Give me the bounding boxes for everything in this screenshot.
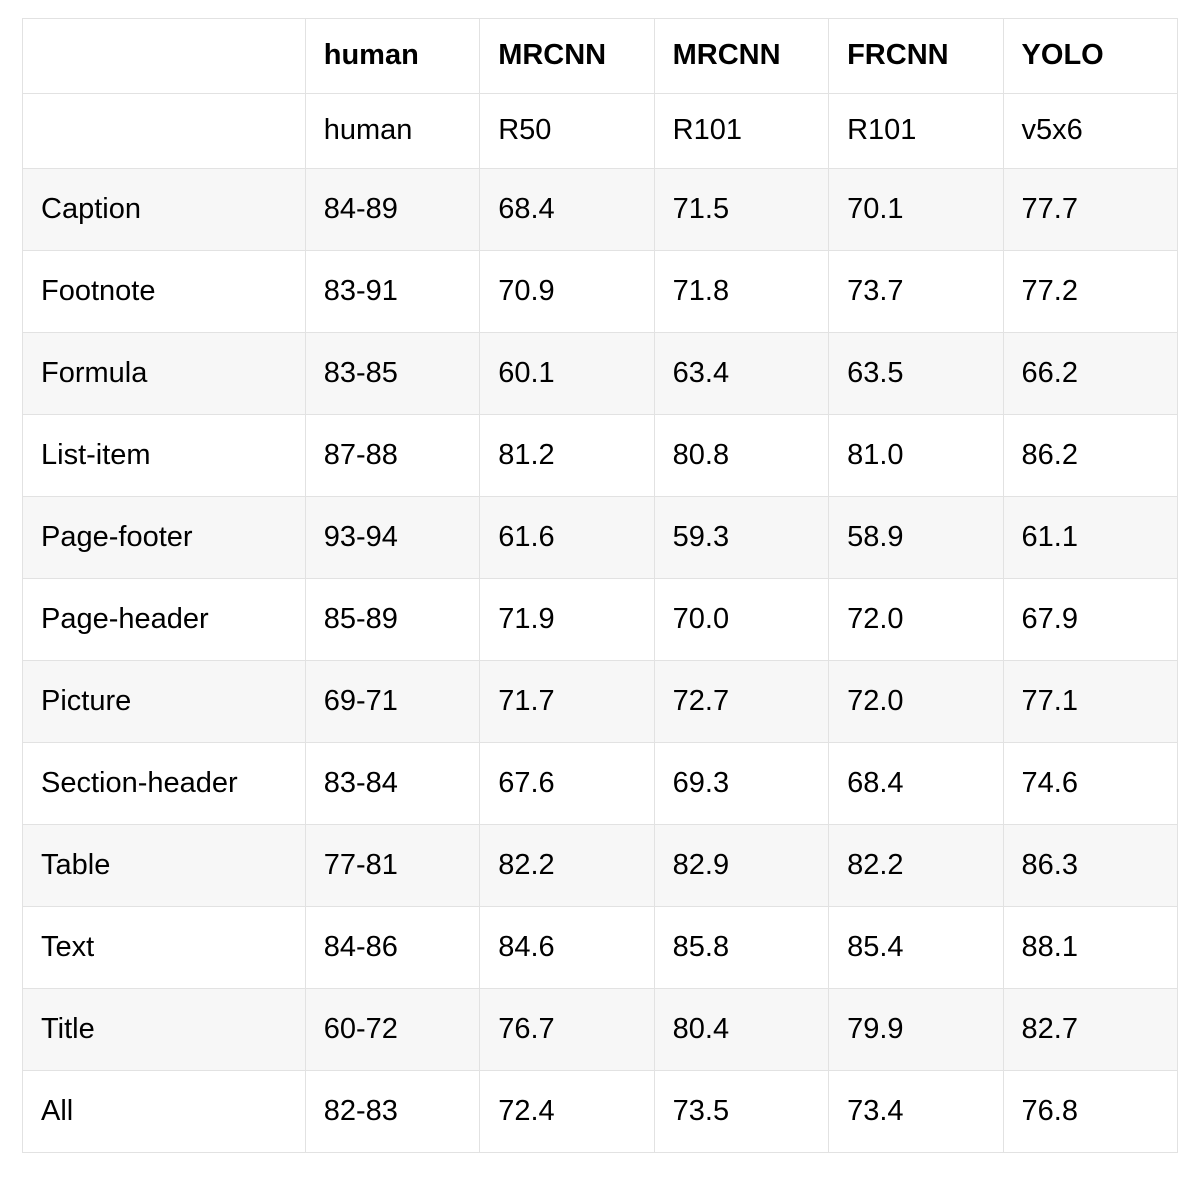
cell-yolo-v5x6: 88.1: [1003, 907, 1177, 989]
cell-yolo-v5x6: 77.1: [1003, 661, 1177, 743]
cell-human: 93-94: [305, 497, 479, 579]
cell-mrcnn-r101: 80.4: [654, 989, 828, 1071]
row-label: List-item: [23, 415, 306, 497]
cell-yolo-v5x6: 76.8: [1003, 1071, 1177, 1153]
table-row: [23, 825, 1178, 907]
row-label: Caption: [23, 169, 306, 251]
cell-human: 83-84: [305, 743, 479, 825]
cell-mrcnn-r101: 80.8: [654, 415, 828, 497]
cell-frcnn-r101: 72.0: [829, 661, 1003, 743]
cell-mrcnn-r101: 70.0: [654, 579, 828, 661]
cell-mrcnn-r50: 71.9: [480, 579, 654, 661]
cell-yolo-v5x6: 77.2: [1003, 251, 1177, 333]
cell-mrcnn-r50: 81.2: [480, 415, 654, 497]
cell-human: 85-89: [305, 579, 479, 661]
cell-mrcnn-r50: 61.6: [480, 497, 654, 579]
cell-human: 87-88: [305, 415, 479, 497]
cell-yolo-v5x6: 82.7: [1003, 989, 1177, 1071]
cell-mrcnn-r101: 63.4: [654, 333, 828, 415]
cell-mrcnn-r50: 72.4: [480, 1071, 654, 1153]
cell-human: 82-83: [305, 1071, 479, 1153]
row-label: Footnote: [23, 251, 306, 333]
cell-frcnn-r101: 79.9: [829, 989, 1003, 1071]
cell-mrcnn-r101: 85.8: [654, 907, 828, 989]
table-row: [23, 579, 1178, 661]
table-row: [23, 251, 1178, 333]
cell-yolo-v5x6: 66.2: [1003, 333, 1177, 415]
table-body: [23, 169, 1178, 1153]
cell-mrcnn-r101: 59.3: [654, 497, 828, 579]
subheader-cell-human: human: [305, 94, 479, 169]
subheader-cell-r50: R50: [480, 94, 654, 169]
row-label: Table: [23, 825, 306, 907]
cell-mrcnn-r101: 82.9: [654, 825, 828, 907]
cell-mrcnn-r50: 82.2: [480, 825, 654, 907]
cell-human: 77-81: [305, 825, 479, 907]
header-row-backbones: [23, 94, 1178, 169]
table-row: [23, 743, 1178, 825]
cell-mrcnn-r101: 71.8: [654, 251, 828, 333]
cell-frcnn-r101: 85.4: [829, 907, 1003, 989]
cell-mrcnn-r101: 73.5: [654, 1071, 828, 1153]
header-cell-human: human: [305, 19, 479, 94]
cell-mrcnn-r101: 71.5: [654, 169, 828, 251]
row-label: Text: [23, 907, 306, 989]
cell-yolo-v5x6: 67.9: [1003, 579, 1177, 661]
cell-yolo-v5x6: 61.1: [1003, 497, 1177, 579]
subheader-cell-blank: [23, 94, 306, 169]
table-head: [23, 19, 1178, 169]
table-row: [23, 907, 1178, 989]
cell-yolo-v5x6: 74.6: [1003, 743, 1177, 825]
cell-yolo-v5x6: 86.2: [1003, 415, 1177, 497]
header-cell-mrcnn-2: MRCNN: [654, 19, 828, 94]
row-label: Page-header: [23, 579, 306, 661]
cell-mrcnn-r101: 72.7: [654, 661, 828, 743]
cell-human: 60-72: [305, 989, 479, 1071]
table-row: [23, 169, 1178, 251]
cell-frcnn-r101: 82.2: [829, 825, 1003, 907]
table-row: [23, 989, 1178, 1071]
table-row: [23, 415, 1178, 497]
header-cell-blank: [23, 19, 306, 94]
cell-mrcnn-r50: 76.7: [480, 989, 654, 1071]
cell-mrcnn-r50: 84.6: [480, 907, 654, 989]
cell-mrcnn-r50: 67.6: [480, 743, 654, 825]
cell-yolo-v5x6: 86.3: [1003, 825, 1177, 907]
results-table: [22, 18, 1178, 1153]
cell-mrcnn-r50: 60.1: [480, 333, 654, 415]
row-label: Section-header: [23, 743, 306, 825]
cell-human: 83-85: [305, 333, 479, 415]
row-label: Formula: [23, 333, 306, 415]
cell-frcnn-r101: 63.5: [829, 333, 1003, 415]
row-label: All: [23, 1071, 306, 1153]
cell-frcnn-r101: 81.0: [829, 415, 1003, 497]
table-row: [23, 1071, 1178, 1153]
cell-human: 84-86: [305, 907, 479, 989]
cell-mrcnn-r50: 71.7: [480, 661, 654, 743]
table-row: [23, 661, 1178, 743]
header-cell-yolo: YOLO: [1003, 19, 1177, 94]
table-row: [23, 497, 1178, 579]
cell-frcnn-r101: 70.1: [829, 169, 1003, 251]
cell-frcnn-r101: 73.4: [829, 1071, 1003, 1153]
cell-mrcnn-r50: 70.9: [480, 251, 654, 333]
cell-human: 69-71: [305, 661, 479, 743]
header-cell-mrcnn-1: MRCNN: [480, 19, 654, 94]
row-label: Picture: [23, 661, 306, 743]
subheader-cell-r101-frcnn: R101: [829, 94, 1003, 169]
header-cell-frcnn: FRCNN: [829, 19, 1003, 94]
cell-mrcnn-r50: 68.4: [480, 169, 654, 251]
table-row: [23, 333, 1178, 415]
cell-human: 83-91: [305, 251, 479, 333]
cell-frcnn-r101: 58.9: [829, 497, 1003, 579]
cell-human: 84-89: [305, 169, 479, 251]
row-label: Page-footer: [23, 497, 306, 579]
cell-frcnn-r101: 72.0: [829, 579, 1003, 661]
cell-mrcnn-r101: 69.3: [654, 743, 828, 825]
cell-frcnn-r101: 68.4: [829, 743, 1003, 825]
cell-frcnn-r101: 73.7: [829, 251, 1003, 333]
header-row-models: [23, 19, 1178, 94]
subheader-cell-v5x6: v5x6: [1003, 94, 1177, 169]
cell-yolo-v5x6: 77.7: [1003, 169, 1177, 251]
row-label: Title: [23, 989, 306, 1071]
subheader-cell-r101-mrcnn: R101: [654, 94, 828, 169]
